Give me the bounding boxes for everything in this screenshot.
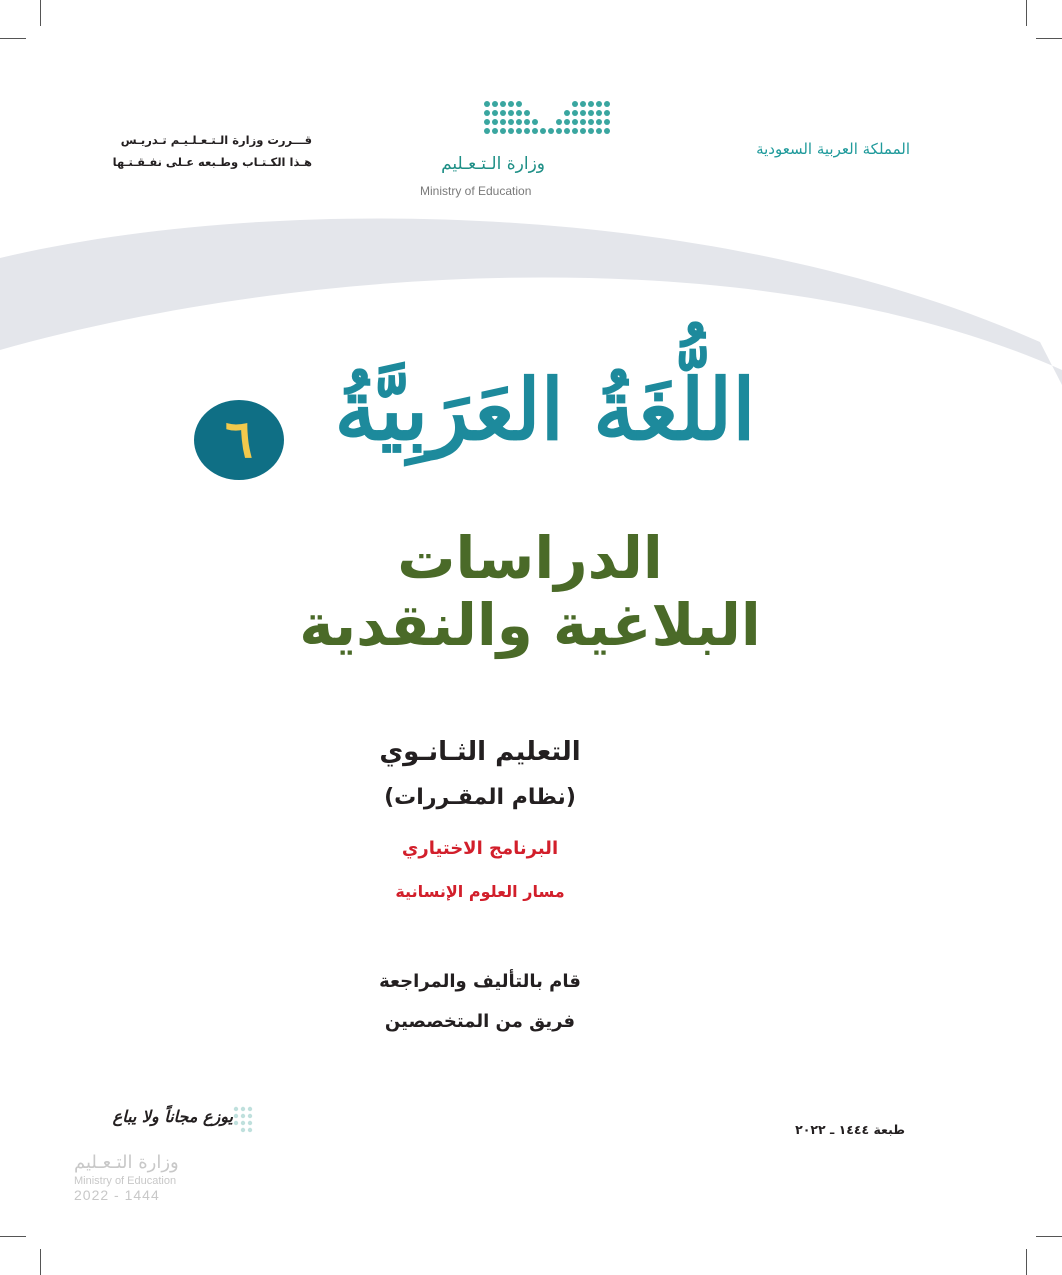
track-label: مسار العلوم الإنسانية [395,882,565,901]
crop-mark [1036,38,1062,39]
decree-line-2: هـذا الكـتـاب وطـبعه عـلى نفـقـتـها [112,155,312,169]
ministry-dots-icon [395,98,640,148]
crop-mark [1026,0,1027,26]
free-distribution-text: يوزع مجاناً ولا يباع [112,1107,233,1126]
subtitle [280,525,780,658]
ministry-watermark [70,1152,240,1203]
ministry-logo [395,98,640,208]
edition-label: طبعة ١٤٤٤ ـ ٢٠٢٢ [795,1122,905,1137]
watermark-en: Ministry of Education [74,1175,177,1187]
free-distribution-stamp [108,1105,258,1135]
watermark-year: 2022 - 1444 [74,1187,160,1203]
authors-line-1: قام بالتأليف والمراجعة [379,971,581,992]
crop-mark [0,1236,26,1237]
subtitle-line-1: الدراسات [397,524,663,592]
crop-mark [0,38,26,39]
crop-mark [1026,1249,1027,1275]
kingdom-label: المملكة العربية السعودية [756,140,910,158]
ministry-name-ar: وزارة الـتـعـليم [441,154,545,174]
dots-icon [232,1105,258,1133]
crop-mark [40,0,41,26]
crop-mark [1036,1236,1062,1237]
ministry-name-en: Ministry of Education [420,184,532,198]
watermark-ar: وزارة التـعـليم [74,1152,179,1173]
decree-line-1: قـــررت وزارة الـتـعـلـيـم تـدريـس [120,133,312,147]
education-level: التعليم الثـانـوي [379,737,581,767]
decree-text [100,129,312,173]
authors [330,962,630,1042]
main-title: اللُّغَةُ العَرَبِيَّةُ [334,360,756,459]
volume-badge [194,400,284,480]
subtitle-line-2: البلاغية والنقدية [299,590,761,659]
program-label: البرنامج الاختياري [401,838,559,859]
course-system: (نظام المقـررات) [384,785,576,810]
volume-number: ٦ [225,409,253,470]
crop-mark [40,1249,41,1275]
authors-line-2: فريق من المتخصصين [384,1011,576,1032]
